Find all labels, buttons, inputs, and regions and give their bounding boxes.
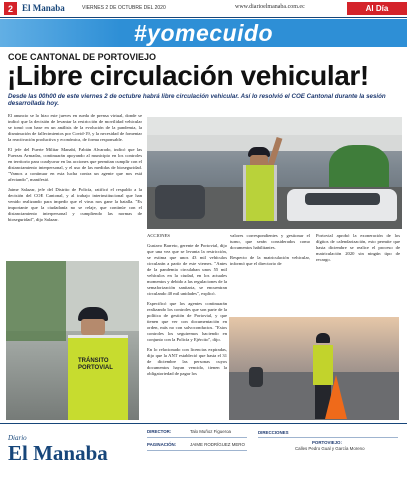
hashtag-text: #yomecuido bbox=[133, 20, 274, 46]
subhead: ACCIONES bbox=[147, 233, 170, 238]
car-window bbox=[305, 193, 380, 205]
hashtag-banner bbox=[0, 19, 407, 47]
pagination-value: JAIME RODRÍGUEZ MERO bbox=[190, 442, 245, 447]
page-number: 2 bbox=[4, 2, 17, 15]
city-address: Calles Pedro Gual y García Moreno bbox=[295, 446, 365, 451]
article-lead: Desde las 00h00 de este viernes 2 de octubre habrá libre circulación vehicular. Así lo resolvió el COE Cantonal durante la sesión desarrollada hoy. bbox=[8, 93, 386, 108]
officer-vest bbox=[243, 165, 277, 221]
top-bar bbox=[0, 0, 407, 17]
paragraph: Especificó que los agentes continuarán realizando los controles que son parte de la política de gestión de Portovial, y que tienen que ver con documentación en orden, más no con salvoconductos. "Estos controles los seguiremos haciendo en conjunto con la Policía y Ejército", dijo. bbox=[147, 301, 227, 342]
photo-foliage bbox=[6, 261, 66, 341]
article-column-4 bbox=[316, 233, 400, 267]
paragraph: El anuncio se lo hizo este jueves en rueda de prensa virtual, donde se indicó que la decisión de levantar la restricción de movilidad vehicular se tomó con base en un análisis de la evolución de la pandemia, la disminución de fallecimientos por Covid-19, y la necesidad de fomentar la reactivación productiva y económica, de forma responsable. bbox=[8, 113, 142, 142]
header-url[interactable]: www.diarioelmanaba.com.ec bbox=[235, 4, 305, 10]
traffic-cone bbox=[325, 375, 347, 419]
photo-car bbox=[287, 189, 397, 221]
header-brand: El Manaba bbox=[22, 3, 65, 13]
photo-sky bbox=[147, 117, 402, 135]
article-kicker: COE CANTONAL DE PORTOVIEJO bbox=[8, 52, 157, 62]
paragraph: Respecto de la matriculación vehicular, informó que el directorio de bbox=[230, 255, 310, 266]
city-label: PORTOVIEJO: bbox=[312, 440, 342, 445]
article-column-2 bbox=[147, 233, 227, 381]
pagination-label: PAGINACIÓN: bbox=[147, 442, 177, 447]
article-column-3 bbox=[230, 233, 310, 271]
footer-logo bbox=[8, 434, 108, 472]
footer-rule bbox=[147, 437, 247, 438]
footer-rule bbox=[258, 437, 398, 438]
article-headline: ¡Libre circulación vehicular! bbox=[7, 60, 369, 91]
paragraph: valores correspondientes y gestionar el turno, que serán considerados como documentos habilitantes. bbox=[230, 233, 310, 250]
director-value: Talo Muñoz Figueroa bbox=[190, 429, 232, 434]
officer-vest bbox=[68, 335, 128, 420]
photo-road-checkpoint bbox=[229, 317, 399, 420]
paragraph: El jefe del Fuerte Militar Manabí, Fabián Alvarado, indicó que las Fuerzas Armadas, continuarán apoyando al municipio en los controles en territorio para coadyuvar en las acciones que permitan cumplir con el distanciamiento interpersonal, y el uso de las medidas de bioseguridad. "Vamos a continuar en esta lucha contra un agente que nos está afectando", manifestó. bbox=[8, 147, 142, 182]
officer-face bbox=[81, 319, 105, 335]
director-label: DIRECTOR: bbox=[147, 429, 172, 434]
photo-female-officer bbox=[6, 261, 139, 420]
photo-officer bbox=[233, 137, 283, 229]
footer-rule bbox=[147, 450, 247, 451]
article-column-1 bbox=[8, 113, 142, 227]
address-label: DIRECCIONES bbox=[258, 430, 289, 435]
paragraph: Jaime Salazar, jefe del Distrito de Policía, ratificó el respaldo a la decisión del COE Cantonal, y al trabajo interinstitucional que han venido realizando para impedir que el virus nos gane la batalla. "Es importante que la ciudadanía no se relaje, que continúe con el distanciamiento interpersonal y cumpliendo las normas de bioseguridad", dijo Salazar. bbox=[8, 187, 142, 222]
footer bbox=[0, 424, 407, 480]
paragraph: Gustavo Barreto, gerente de Portovial, dijo que una vez que se levanta la restricción, se estima que unos 43 mil vehículos circularán a partir de este viernes. "Antes de la pandemia circulaban unos 55 mil vehículos en la ciudad, en los actuales momentos y debido a las regulaciones de la semaforización sanitaria, se encuentran circulando 40 mil unidades", explicó. bbox=[147, 243, 227, 296]
section-badge: Al Día bbox=[347, 2, 407, 15]
photo-officer bbox=[64, 307, 134, 420]
photo-traffic-officer bbox=[147, 117, 402, 229]
header-date: VIERNES 2 DE OCTUBRE DEL 2020 bbox=[82, 5, 166, 11]
vest-label: TRÁNSITO PORTOVIAL bbox=[78, 358, 113, 371]
officer-cap bbox=[316, 333, 330, 343]
paragraph: Portovial aprobó la exoneración de los dígitos de calendarización, esto permite que hasta diciembre se realice el proceso de matriculación 2020 sin ningún tipo de recargo. bbox=[316, 233, 400, 262]
photo-motorcycle bbox=[249, 367, 263, 387]
footer-logo-small: Diario bbox=[8, 434, 27, 442]
photo-motorcycle bbox=[155, 185, 205, 219]
footer-logo-big: El Manaba bbox=[8, 441, 108, 465]
header-divider bbox=[0, 17, 407, 18]
paragraph: En lo relacionado con licencias expiradas, dijo que la ANT estableció que hasta el 31 de diciembre las personas cuyos documentos hayan vencido, tienen la obligatoriedad de pagar los bbox=[147, 347, 227, 376]
